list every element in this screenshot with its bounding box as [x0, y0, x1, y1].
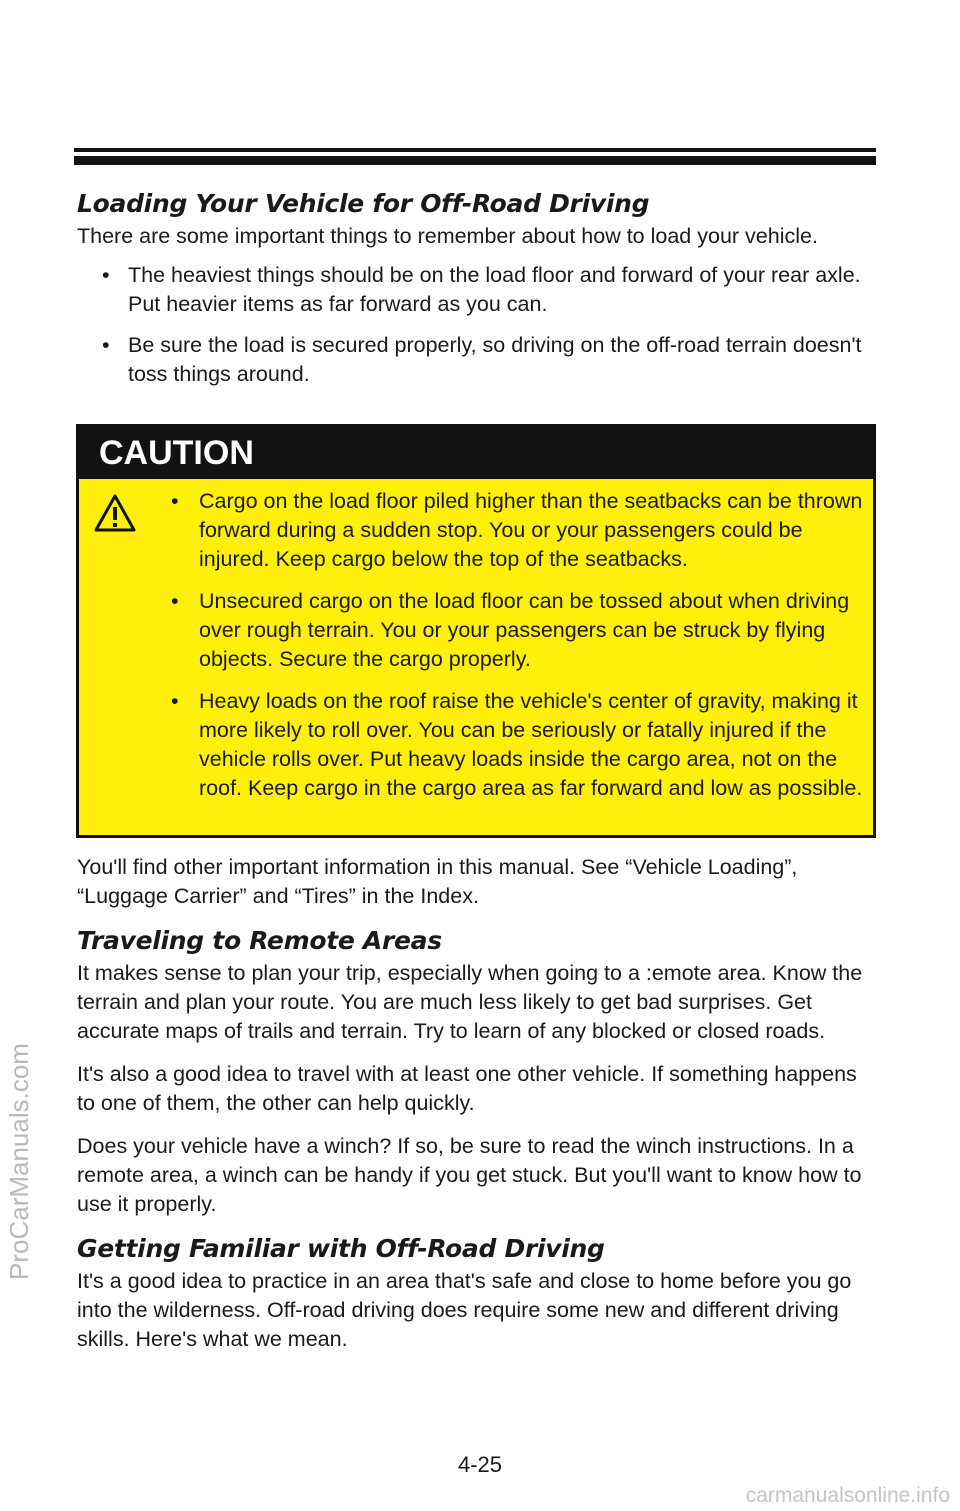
- caution-item: • Cargo on the load floor piled higher than the seatbacks can be thrown forward during a sudden stop. You or your passengers could be injured. Keep cargo below the top of the seatbacks.: [169, 487, 869, 574]
- side-watermark: ProCarManuals.com: [4, 1043, 34, 1280]
- warning-triangle-icon: [93, 493, 137, 533]
- caution-title: CAUTION: [79, 427, 873, 479]
- section-loading: [77, 186, 877, 401]
- paragraph: It's a good idea to practice in an area that's safe and close to home before you go into the wilderness. Off-road driving does require some new and different driving skills. Here's what we mean.: [77, 1269, 852, 1351]
- section-heading: Traveling to Remote Areas: [77, 926, 442, 955]
- page-number: 4-25: [457, 1452, 503, 1477]
- caution-item: • Heavy loads on the roof raise the vehicle's center of gravity, making it more likely to roll over. You can be seriously or fatally injured if the vehicle rolls over. Put heavy loads inside the cargo area, not on the roof. Keep cargo in the cargo area as far forward and low as possible.: [169, 687, 869, 803]
- caution-bullet-list: [169, 487, 869, 816]
- header-rule: [74, 148, 876, 152]
- section-heading: Getting Familiar with Off-Road Driving: [77, 1234, 605, 1263]
- paragraph: It's also a good idea to travel with at least one other vehicle. If something happens to one of them, the other can help quickly.: [77, 1062, 857, 1115]
- paragraph: It makes sense to plan your trip, especially when going to a :emote area. Know the terrain and plan your route. You are much less likely to get bad surprises. Get accurate maps of trails and terrain. Try to learn of any blocked or closed roads.: [77, 961, 863, 1043]
- section-heading: Loading Your Vehicle for Off-Road Driving: [77, 189, 650, 218]
- footer-watermark: carmanualsonline.info: [745, 1484, 950, 1507]
- loading-bullet-list: [77, 261, 877, 389]
- caution-box: [76, 424, 876, 838]
- paragraph: Does your vehicle have a winch? If so, be sure to read the winch instructions. In a remote area, a winch can be handy if you get stuck. But you'll want to know how to use it properly.: [77, 1134, 862, 1216]
- intro-paragraph: There are some important things to remember about how to load your vehicle.: [77, 224, 818, 248]
- list-item: • Be sure the load is secured properly, so driving on the off-road terrain doesn't toss things around.: [100, 331, 877, 389]
- list-item: • The heaviest things should be on the load floor and forward of your rear axle. Put heavier items as far forward as you can.: [100, 261, 877, 319]
- section-remote: [77, 853, 877, 1354]
- reference-paragraph: You'll find other important information in this manual. See “Vehicle Loading”, “Luggage Carrier” and “Tires” in the Index.: [77, 855, 798, 908]
- header-bar: [74, 156, 876, 165]
- caution-item: • Unsecured cargo on the load floor can be tossed about when driving over rough terrain. You or your passengers can be struck by flying objects. Secure the cargo properly.: [169, 587, 869, 674]
